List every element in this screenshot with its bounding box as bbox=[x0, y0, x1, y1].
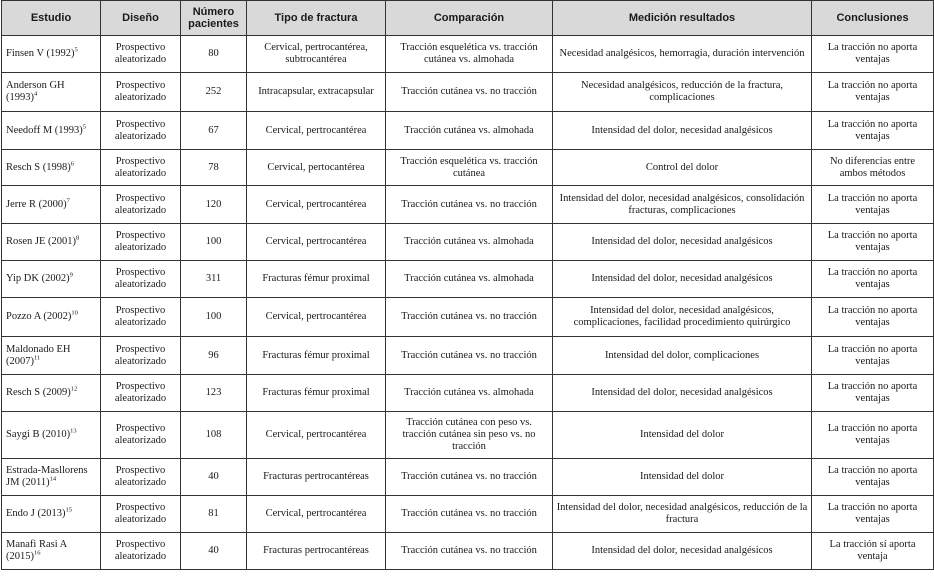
table-row bbox=[2, 298, 934, 337]
reference-number: 7 bbox=[66, 197, 70, 204]
patients-cell: 123 bbox=[181, 375, 247, 412]
comparison-cell: Tracción esquelética vs. tracción cutánea vs. almohada bbox=[386, 36, 553, 73]
patients-cell: 80 bbox=[181, 36, 247, 73]
header-diseno: Diseño bbox=[101, 1, 181, 36]
comparison-cell: Tracción cutánea vs. no tracción bbox=[386, 337, 553, 375]
study-name: Manafi Rasi A (2015) bbox=[6, 539, 67, 562]
conclusion-cell: La tracción no aporta ventajas bbox=[812, 298, 934, 337]
comparison-cell: Tracción cutánea vs. almohada bbox=[386, 375, 553, 412]
table-row bbox=[2, 186, 934, 224]
fracture-type-cell: Cervical, pertrocantérea bbox=[247, 496, 386, 533]
reference-number: 13 bbox=[70, 427, 77, 435]
fracture-type-cell: Cervical, pertrocantérea bbox=[247, 112, 386, 150]
outcome-cell: Intensidad del dolor, necesidad analgésicos bbox=[553, 112, 812, 150]
fracture-type-cell: Cervical, pertrocantérea bbox=[247, 224, 386, 261]
table-row bbox=[2, 261, 934, 298]
fracture-type-cell: Cervical, pertrocantérea bbox=[247, 186, 386, 224]
header-row bbox=[2, 1, 934, 36]
outcome-cell: Intensidad del dolor, complicaciones bbox=[553, 337, 812, 375]
reference-number: 12 bbox=[70, 385, 78, 393]
reference-number: 9 bbox=[69, 271, 73, 279]
design-cell: Prospectivo aleatorizado bbox=[101, 533, 181, 570]
comparison-cell: Tracción cutánea vs. almohada bbox=[386, 224, 553, 261]
outcome-cell: Intensidad del dolor, necesidad analgésicos bbox=[553, 375, 812, 412]
comparison-cell: Tracción esquelética vs. tracción cutánea bbox=[386, 150, 553, 186]
reference-number: 8 bbox=[76, 234, 80, 242]
patients-cell: 78 bbox=[181, 150, 247, 186]
conclusion-cell: La tracción no aporta ventajas bbox=[812, 375, 934, 412]
comparison-cell: Tracción cutánea vs. almohada bbox=[386, 261, 553, 298]
outcome-cell: Intensidad del dolor bbox=[553, 459, 812, 496]
reference-number: 15 bbox=[65, 506, 72, 514]
study-cell bbox=[2, 412, 101, 459]
conclusion-cell: La tracción no aporta ventajas bbox=[812, 261, 934, 298]
fracture-type-cell: Fracturas fémur proximal bbox=[247, 375, 386, 412]
outcome-cell: Intensidad del dolor, necesidad analgésicos bbox=[553, 261, 812, 298]
study-cell bbox=[2, 375, 101, 412]
comparison-cell: Tracción cutánea vs. no tracción bbox=[386, 186, 553, 224]
comparison-cell: Tracción cutánea con peso vs. tracción cutánea sin peso vs. no tracción bbox=[386, 412, 553, 459]
conclusion-cell: La tracción no aporta ventajas bbox=[812, 36, 934, 73]
design-cell: Prospectivo aleatorizado bbox=[101, 412, 181, 459]
study-name: Anderson GH (1993) bbox=[6, 80, 65, 103]
fracture-type-cell: Fracturas pertrocantéreas bbox=[247, 533, 386, 570]
design-cell: Prospectivo aleatorizado bbox=[101, 112, 181, 150]
design-cell: Prospectivo aleatorizado bbox=[101, 459, 181, 496]
fracture-type-cell: Fracturas pertrocantéreas bbox=[247, 459, 386, 496]
conclusion-cell: No diferencias entre ambos métodos bbox=[812, 150, 934, 186]
study-name: Jerre R (2000) bbox=[6, 198, 67, 210]
conclusion-cell: La tracción no aporta ventajas bbox=[812, 337, 934, 375]
study-cell bbox=[2, 112, 101, 150]
outcome-cell: Intensidad del dolor bbox=[553, 412, 812, 459]
study-name: Needoff M (1993) bbox=[6, 124, 83, 136]
study-name: Resch S (1998) bbox=[6, 161, 71, 173]
patients-cell: 311 bbox=[181, 261, 247, 298]
table-row bbox=[2, 224, 934, 261]
studies-table bbox=[1, 0, 934, 570]
patients-cell: 67 bbox=[181, 112, 247, 150]
outcome-cell: Control del dolor bbox=[553, 150, 812, 186]
comparison-cell: Tracción cutánea vs. no tracción bbox=[386, 459, 553, 496]
outcome-cell: Intensidad del dolor, necesidad analgésicos, reducción de la fractura bbox=[553, 496, 812, 533]
table-row bbox=[2, 496, 934, 533]
fracture-type-cell: Cervical, pertrocantérea bbox=[247, 412, 386, 459]
study-name: Pozzo A (2002) bbox=[6, 311, 72, 322]
fracture-type-cell: Cervical, pertocantérea bbox=[247, 150, 386, 186]
patients-cell: 252 bbox=[181, 73, 247, 112]
design-cell: Prospectivo aleatorizado bbox=[101, 224, 181, 261]
fracture-type-cell: Cervical, pertrocantérea bbox=[247, 298, 386, 337]
design-cell: Prospectivo aleatorizado bbox=[101, 36, 181, 73]
patients-cell: 81 bbox=[181, 496, 247, 533]
patients-cell: 100 bbox=[181, 224, 247, 261]
table-body bbox=[2, 36, 934, 570]
study-name: Finsen V (1992) bbox=[6, 48, 75, 59]
fracture-type-cell: Fracturas fémur proximal bbox=[247, 261, 386, 298]
reference-number: 5 bbox=[74, 46, 78, 54]
header-tipo-fractura: Tipo de fractura bbox=[247, 1, 386, 36]
conclusion-cell: La tracción no aporta ventajas bbox=[812, 459, 934, 496]
table-row bbox=[2, 533, 934, 570]
study-name: Yip DK (2002) bbox=[6, 273, 70, 284]
patients-cell: 120 bbox=[181, 186, 247, 224]
reference-number: 11 bbox=[34, 354, 41, 361]
study-name: Estrada-Masllorens JM (2011) bbox=[6, 465, 88, 488]
study-cell bbox=[2, 337, 101, 375]
table-row bbox=[2, 36, 934, 73]
conclusion-cell: La tracción no aporta ventajas bbox=[812, 496, 934, 533]
outcome-cell: Intensidad del dolor, necesidad analgésicos, consolidación fracturas, complicaciones bbox=[553, 186, 812, 224]
study-name: Saygi B (2010) bbox=[6, 429, 71, 440]
patients-cell: 100 bbox=[181, 298, 247, 337]
table-row bbox=[2, 73, 934, 112]
outcome-cell: Necesidad analgésicos, reducción de la fractura, complicaciones bbox=[553, 73, 812, 112]
study-cell bbox=[2, 533, 101, 570]
design-cell: Prospectivo aleatorizado bbox=[101, 375, 181, 412]
conclusion-cell: La tracción no aporta ventajas bbox=[812, 112, 934, 150]
fracture-type-cell: Fracturas fémur proximal bbox=[247, 337, 386, 375]
study-name: Maldonado EH (2007) bbox=[6, 343, 71, 367]
design-cell: Prospectivo aleatorizado bbox=[101, 496, 181, 533]
table-row bbox=[2, 459, 934, 496]
conclusion-cell: La tracción sí aporta ventaja bbox=[812, 533, 934, 570]
design-cell: Prospectivo aleatorizado bbox=[101, 73, 181, 112]
reference-number: 6 bbox=[70, 160, 74, 167]
comparison-cell: Tracción cutánea vs. no tracción bbox=[386, 533, 553, 570]
outcome-cell: Necesidad analgésicos, hemorragia, duración intervención bbox=[553, 36, 812, 73]
fracture-type-cell: Cervical, pertrocantérea, subtrocantérea bbox=[247, 36, 386, 73]
reference-number: 10 bbox=[71, 309, 78, 317]
outcome-cell: Intensidad del dolor, necesidad analgésicos, complicaciones, facilidad procedimiento quirúrgico bbox=[553, 298, 812, 337]
header-numero-pacientes: Número pacientes bbox=[181, 1, 247, 36]
study-name: Rosen JE (2001) bbox=[6, 236, 76, 247]
study-name: Resch S (2009) bbox=[6, 387, 71, 398]
study-cell bbox=[2, 298, 101, 337]
table-row bbox=[2, 112, 934, 150]
comparison-cell: Tracción cutánea vs. no tracción bbox=[386, 73, 553, 112]
table-row bbox=[2, 375, 934, 412]
reference-number: 5 bbox=[82, 123, 87, 130]
study-cell bbox=[2, 459, 101, 496]
study-cell bbox=[2, 73, 101, 112]
design-cell: Prospectivo aleatorizado bbox=[101, 337, 181, 375]
study-cell bbox=[2, 261, 101, 298]
conclusion-cell: La tracción no aporta ventajas bbox=[812, 224, 934, 261]
reference-number: 4 bbox=[34, 90, 38, 98]
outcome-cell: Intensidad del dolor, necesidad analgésicos bbox=[553, 224, 812, 261]
design-cell: Prospectivo aleatorizado bbox=[101, 186, 181, 224]
reference-number: 16 bbox=[34, 549, 41, 557]
fracture-type-cell: Intracapsular, extracapsular bbox=[247, 73, 386, 112]
study-name: Endo J (2013) bbox=[6, 508, 66, 519]
table-row bbox=[2, 412, 934, 459]
patients-cell: 108 bbox=[181, 412, 247, 459]
comparison-cell: Tracción cutánea vs. no tracción bbox=[386, 298, 553, 337]
table-row bbox=[2, 150, 934, 186]
patients-cell: 40 bbox=[181, 533, 247, 570]
header-comparacion: Comparación bbox=[386, 1, 553, 36]
design-cell: Prospectivo aleatorizado bbox=[101, 150, 181, 186]
conclusion-cell: La tracción no aporta ventajas bbox=[812, 186, 934, 224]
study-cell bbox=[2, 36, 101, 73]
study-cell bbox=[2, 224, 101, 261]
header-estudio: Estudio bbox=[2, 1, 101, 36]
outcome-cell: Intensidad del dolor, necesidad analgésicos bbox=[553, 533, 812, 570]
design-cell: Prospectivo aleatorizado bbox=[101, 261, 181, 298]
conclusion-cell: La tracción no aporta ventajas bbox=[812, 73, 934, 112]
study-cell bbox=[2, 186, 101, 224]
study-cell bbox=[2, 496, 101, 533]
patients-cell: 40 bbox=[181, 459, 247, 496]
table-row bbox=[2, 337, 934, 375]
header-medicion: Medición resultados bbox=[553, 1, 812, 36]
patients-cell: 96 bbox=[181, 337, 247, 375]
study-cell bbox=[2, 150, 101, 186]
comparison-cell: Tracción cutánea vs. almohada bbox=[386, 112, 553, 150]
design-cell: Prospectivo aleatorizado bbox=[101, 298, 181, 337]
reference-number: 14 bbox=[49, 475, 57, 483]
conclusion-cell: La tracción no aporta ventajas bbox=[812, 412, 934, 459]
header-conclusiones: Conclusiones bbox=[812, 1, 934, 36]
comparison-cell: Tracción cutánea vs. no tracción bbox=[386, 496, 553, 533]
